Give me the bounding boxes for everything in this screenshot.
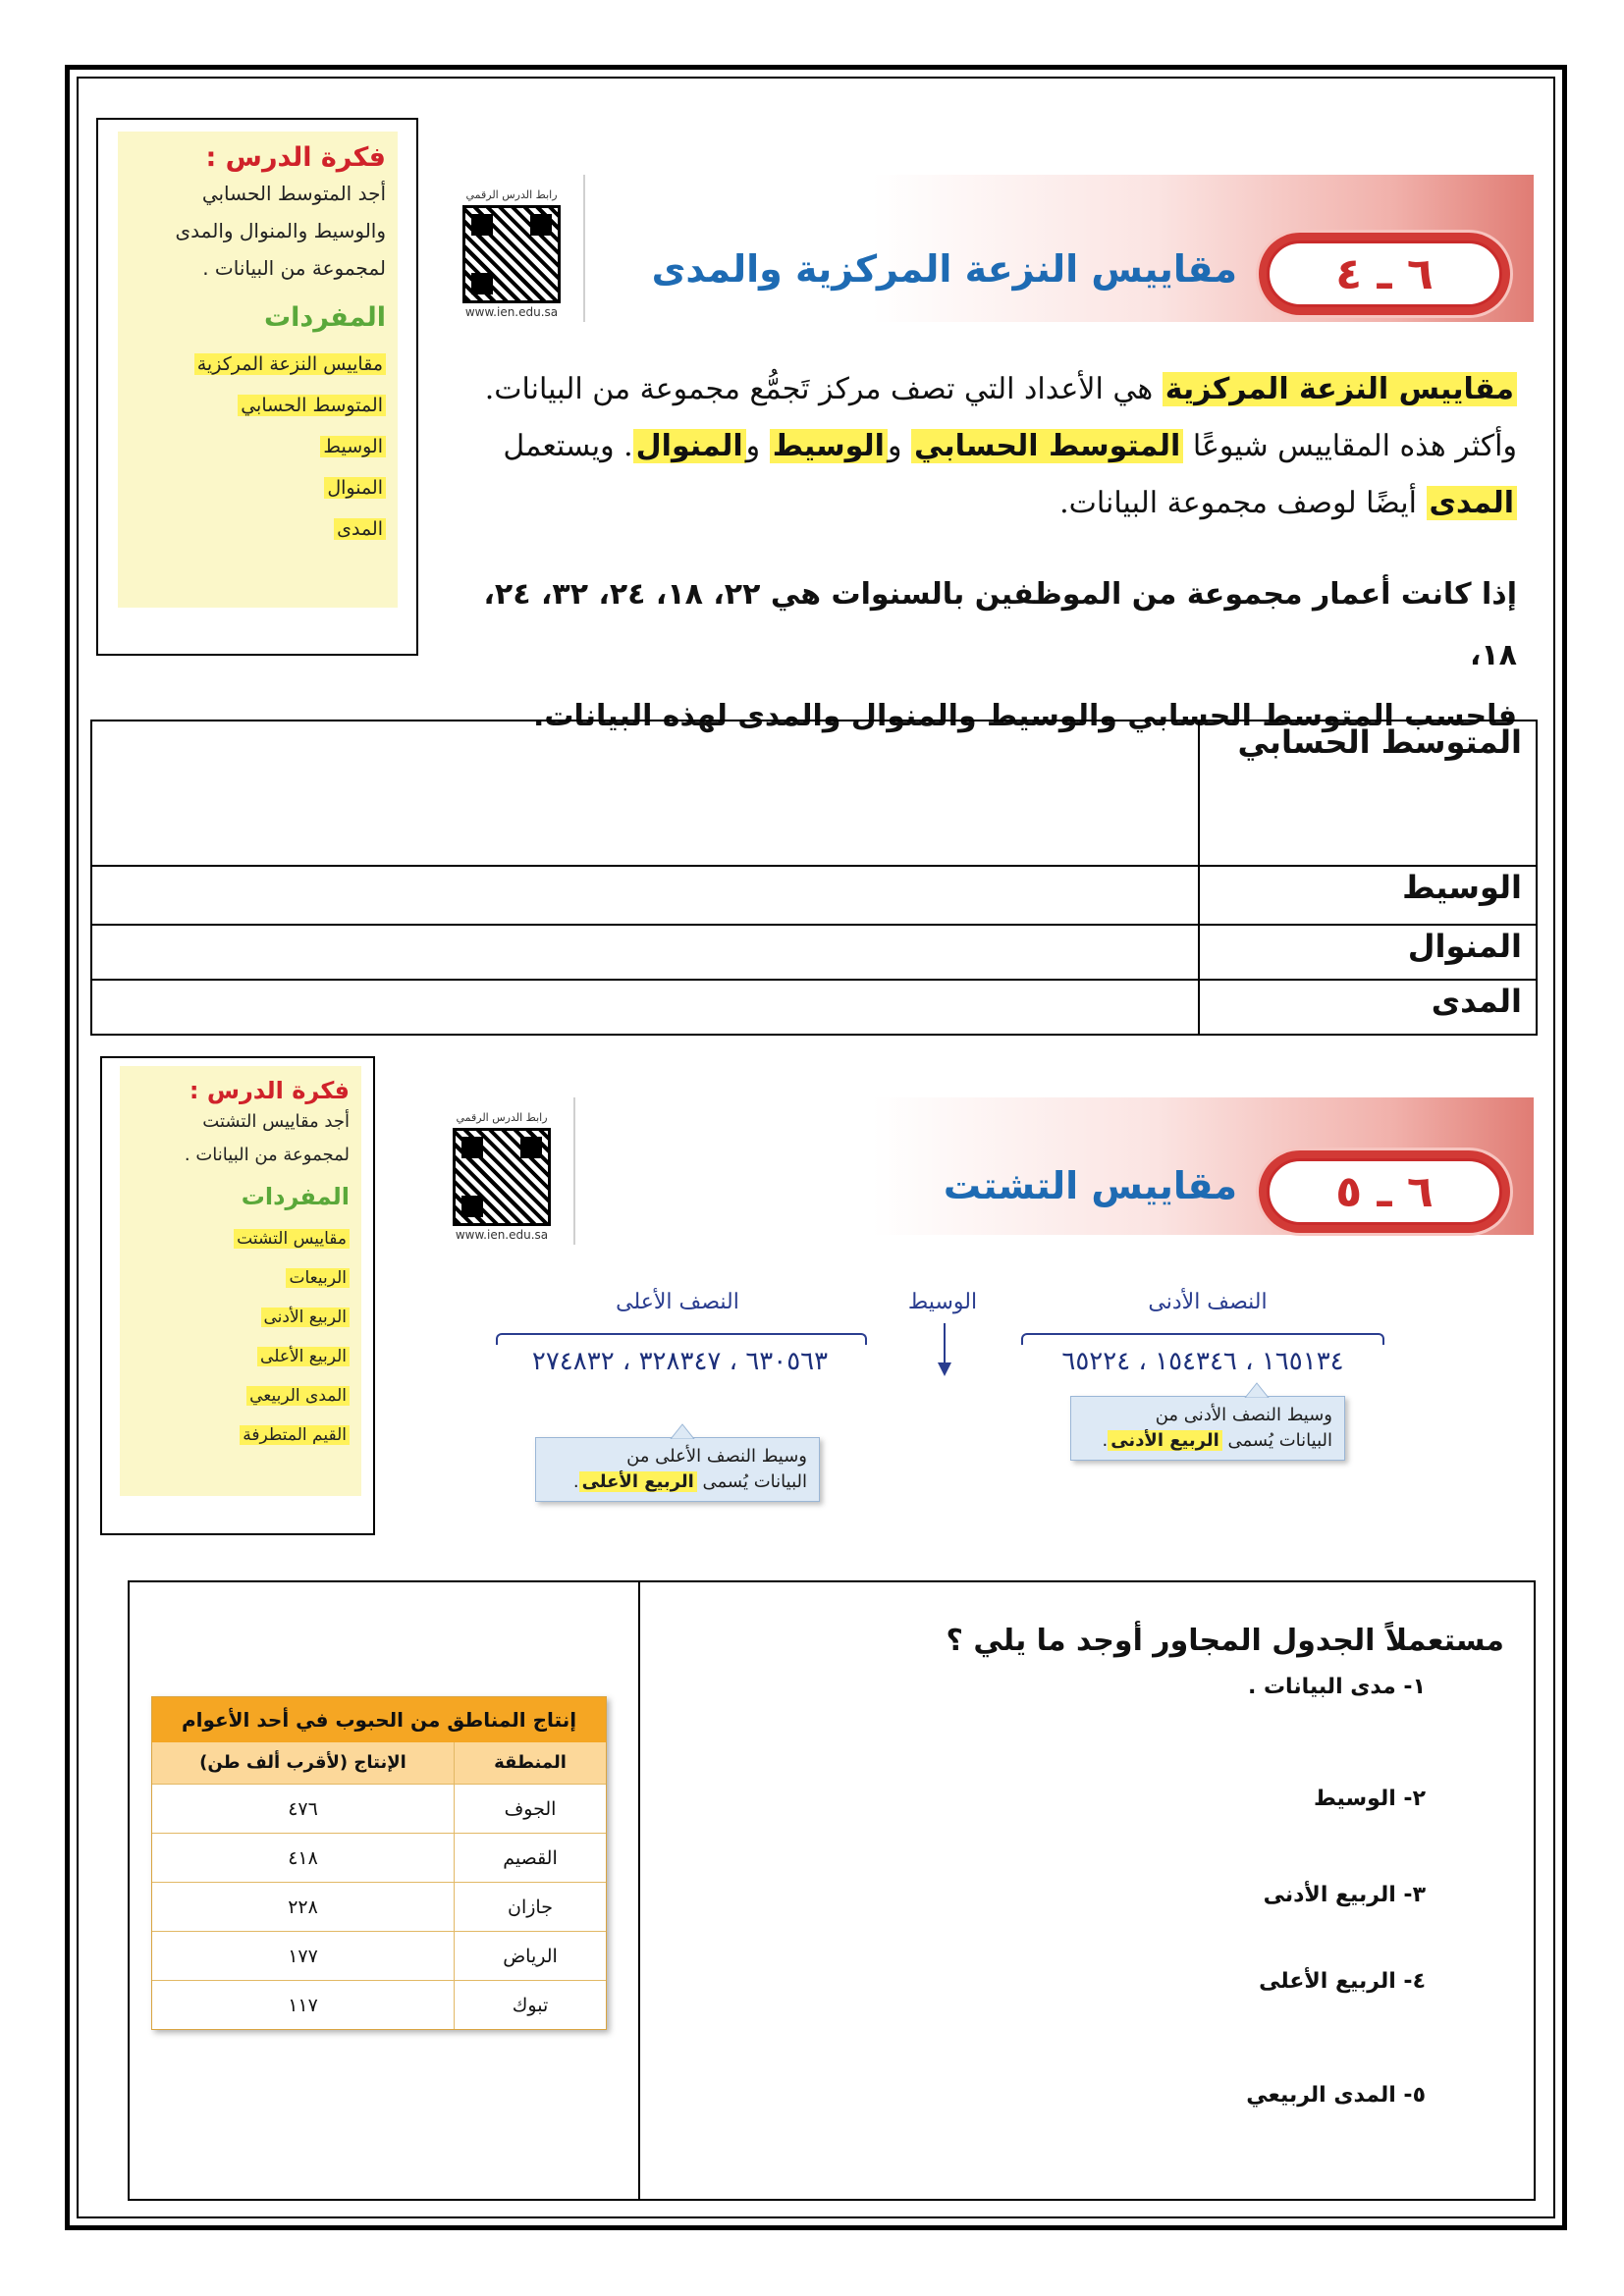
lesson2-vocab-item: القيم المتطرفة: [240, 1425, 350, 1445]
lesson2-vocab-item: الربيع الأعلى: [257, 1347, 350, 1366]
lesson1-vocab-item: المتوسط الحسابي: [238, 395, 386, 416]
exercise-heading: مستعملاً الجدول المجاور أوجد ما يلي ؟: [946, 1624, 1504, 1658]
label-median: الوسيط: [1199, 866, 1537, 925]
term-lower-quartile: الربيع الأدنى: [1108, 1430, 1222, 1451]
qr-code-icon[interactable]: [453, 1128, 551, 1226]
lesson2-title: مقاييس التشتت: [943, 1164, 1237, 1207]
problem-line: إذا كانت أعمار مجموعة من الموظفين بالسنوات هي ٢٢، ١٨، ٢٤، ٣٢، ٢٤، ١٨،: [483, 577, 1517, 672]
lesson2-idea-line: لمجموعة من البيانات .: [184, 1145, 350, 1165]
table-row: [152, 1980, 606, 2029]
region-cell: جازان: [454, 1883, 606, 1931]
answer-mean-cell[interactable]: [91, 721, 1199, 866]
exercise-item: ٣- الربيع الأدنى: [1263, 1883, 1426, 1907]
table-row: [152, 1833, 606, 1882]
lesson1-vocab-item: المنوال: [324, 477, 386, 499]
term-mode: المنوال: [633, 429, 746, 463]
lesson2-vocab-item: الربيعات: [286, 1268, 350, 1288]
lesson2-qr-url[interactable]: www.ien.edu.sa: [455, 1228, 549, 1242]
lesson1-intro-paragraph: مقاييس النزعة المركزية هي الأعداد التي تصف مركز تَجمُّع مجموعة من البيانات. وأكثر هذه المقاييس شيوعًا المتوسط الحسابي والوسيط والمنوال. ويستعمل المدى أيضًا لوصف مجموعة البيانات.: [484, 372, 1517, 520]
upper-half-label: النصف الأعلى: [616, 1290, 739, 1314]
lesson1-idea-title: فكرة الدرس :: [205, 142, 386, 173]
lower-quartile-callout: وسيط النصف الأدنى من البيانات يُسمى الربيع الأدنى.: [1070, 1396, 1345, 1465]
term-mean: المتوسط الحسابي: [911, 429, 1183, 463]
median-arrow-icon: [933, 1321, 956, 1380]
answer-range-cell[interactable]: [91, 980, 1199, 1035]
upper-quartile-callout: وسيط النصف الأعلى من البيانات يُسمى الربيع الأعلى.: [535, 1437, 820, 1506]
answer-median-cell[interactable]: [91, 866, 1199, 925]
lesson1-sidebar-panel: [118, 132, 398, 608]
lesson1-qr-caption: رابط الدرس الرقمي: [465, 188, 558, 201]
lesson2-idea-title: فكرة الدرس :: [189, 1077, 350, 1104]
upper-half-values: ٦٣٠٥٦٣ ، ٣٢٨٣٤٧ ، ٢٧٤٨٣٢: [531, 1347, 829, 1376]
problem-line: فاحسب المتوسط الحسابي والوسيط والمنوال والمدى لهذه البيانات.: [532, 699, 1517, 733]
lower-half-brace: [1021, 1333, 1384, 1345]
lesson1-answer-table: [90, 720, 1538, 1036]
lesson1-vocab-item: مقاييس النزعة المركزية: [194, 353, 386, 375]
production-cell: ١١٧: [288, 1995, 318, 2016]
label-mode: المنوال: [1199, 925, 1537, 980]
exercise-divider: [638, 1582, 640, 2199]
label-range: المدى: [1199, 980, 1537, 1035]
exercise-box: [128, 1580, 1536, 2201]
lesson1-vocab-title: المفردات: [264, 302, 386, 333]
callout-pointer-icon: [1243, 1382, 1271, 1398]
lesson1-sidebar: [96, 118, 418, 656]
column-header-production: الإنتاج (لأقرب ألف طن): [199, 1752, 406, 1773]
answer-mode-cell[interactable]: [91, 925, 1199, 980]
qr-code-icon[interactable]: [462, 205, 561, 303]
region-cell: الرياض: [454, 1932, 606, 1980]
table-row: [152, 1882, 606, 1931]
lesson1-qr-url[interactable]: www.ien.edu.sa: [464, 305, 559, 319]
exercise-item: ٢- الوسيط: [1314, 1787, 1426, 1811]
region-cell: القصيم: [454, 1834, 606, 1882]
lesson1-idea-line: والوسيط والمنوال والمدى: [175, 219, 386, 242]
lesson1-vocab-item: الوسيط: [320, 436, 386, 457]
lower-half-values: ١٦٥١٣٤ ، ١٥٤٣٤٦ ، ٦٥٢٢٤: [1061, 1347, 1344, 1376]
exercise-item: ١- مدى البيانات .: [1247, 1675, 1426, 1699]
upper-half-brace: [496, 1333, 867, 1345]
term-upper-quartile: الربيع الأعلى: [579, 1471, 697, 1492]
region-cell: الجوف: [454, 1785, 606, 1833]
term-range: المدى: [1427, 486, 1517, 520]
callout-pointer-icon: [669, 1423, 696, 1439]
lesson1-title: مقاييس النزعة المركزية والمدى: [651, 247, 1237, 291]
production-cell: ٢٢٨: [288, 1896, 318, 1918]
production-cell: ١٧٧: [288, 1946, 318, 1967]
lesson1-qr-panel: [440, 175, 585, 322]
lesson2-idea-line: أجد مقاييس التشتت: [202, 1111, 350, 1132]
exercise-item: ٤- الربيع الأعلى: [1259, 1969, 1426, 1994]
lower-half-label: النصف الأدنى: [1148, 1290, 1268, 1314]
lesson2-vocab-item: مقاييس التشتت: [234, 1229, 350, 1249]
exercise-item: ٥- المدى الربيعي: [1246, 2083, 1426, 2108]
production-cell: ٤٧٦: [288, 1798, 318, 1820]
grain-production-table: [151, 1696, 607, 2030]
production-cell: ٤١٨: [288, 1847, 318, 1869]
lesson2-sidebar-panel: [120, 1066, 361, 1496]
term-median: الوسيط: [770, 429, 888, 463]
lesson2-sidebar: [100, 1056, 375, 1535]
lesson2-vocab-title: المفردات: [241, 1183, 350, 1210]
table-row: [152, 1931, 606, 1980]
lesson2-vocab-item: الربيع الأدنى: [261, 1308, 351, 1327]
column-header-region: المنطقة: [454, 1742, 606, 1784]
lesson1-idea-line: أجد المتوسط الحسابي: [201, 182, 386, 205]
lesson2-qr-caption: رابط الدرس الرقمي: [456, 1111, 548, 1124]
lesson1-idea-line: لمجموعة من البيانات .: [202, 256, 386, 280]
label-mean: المتوسط الحسابي: [1199, 721, 1537, 866]
grain-table-title: إنتاج المناطق من الحبوب في أحد الأعوام: [152, 1697, 606, 1742]
lesson1-vocab-item: المدى: [334, 518, 386, 540]
lesson2-vocab-item: المدى الربيعي: [246, 1386, 350, 1406]
median-label: الوسيط: [907, 1290, 978, 1314]
lesson1-number-badge: ٦ ـ ٤: [1267, 240, 1502, 307]
region-cell: تبوك: [454, 1981, 606, 2029]
lesson2-qr-panel: [430, 1097, 575, 1245]
lesson2-number-badge: ٦ ـ ٥: [1267, 1158, 1502, 1225]
table-row: [152, 1784, 606, 1833]
grain-table-header: [152, 1742, 606, 1784]
term-central-tendency: مقاييس النزعة المركزية: [1163, 372, 1517, 406]
